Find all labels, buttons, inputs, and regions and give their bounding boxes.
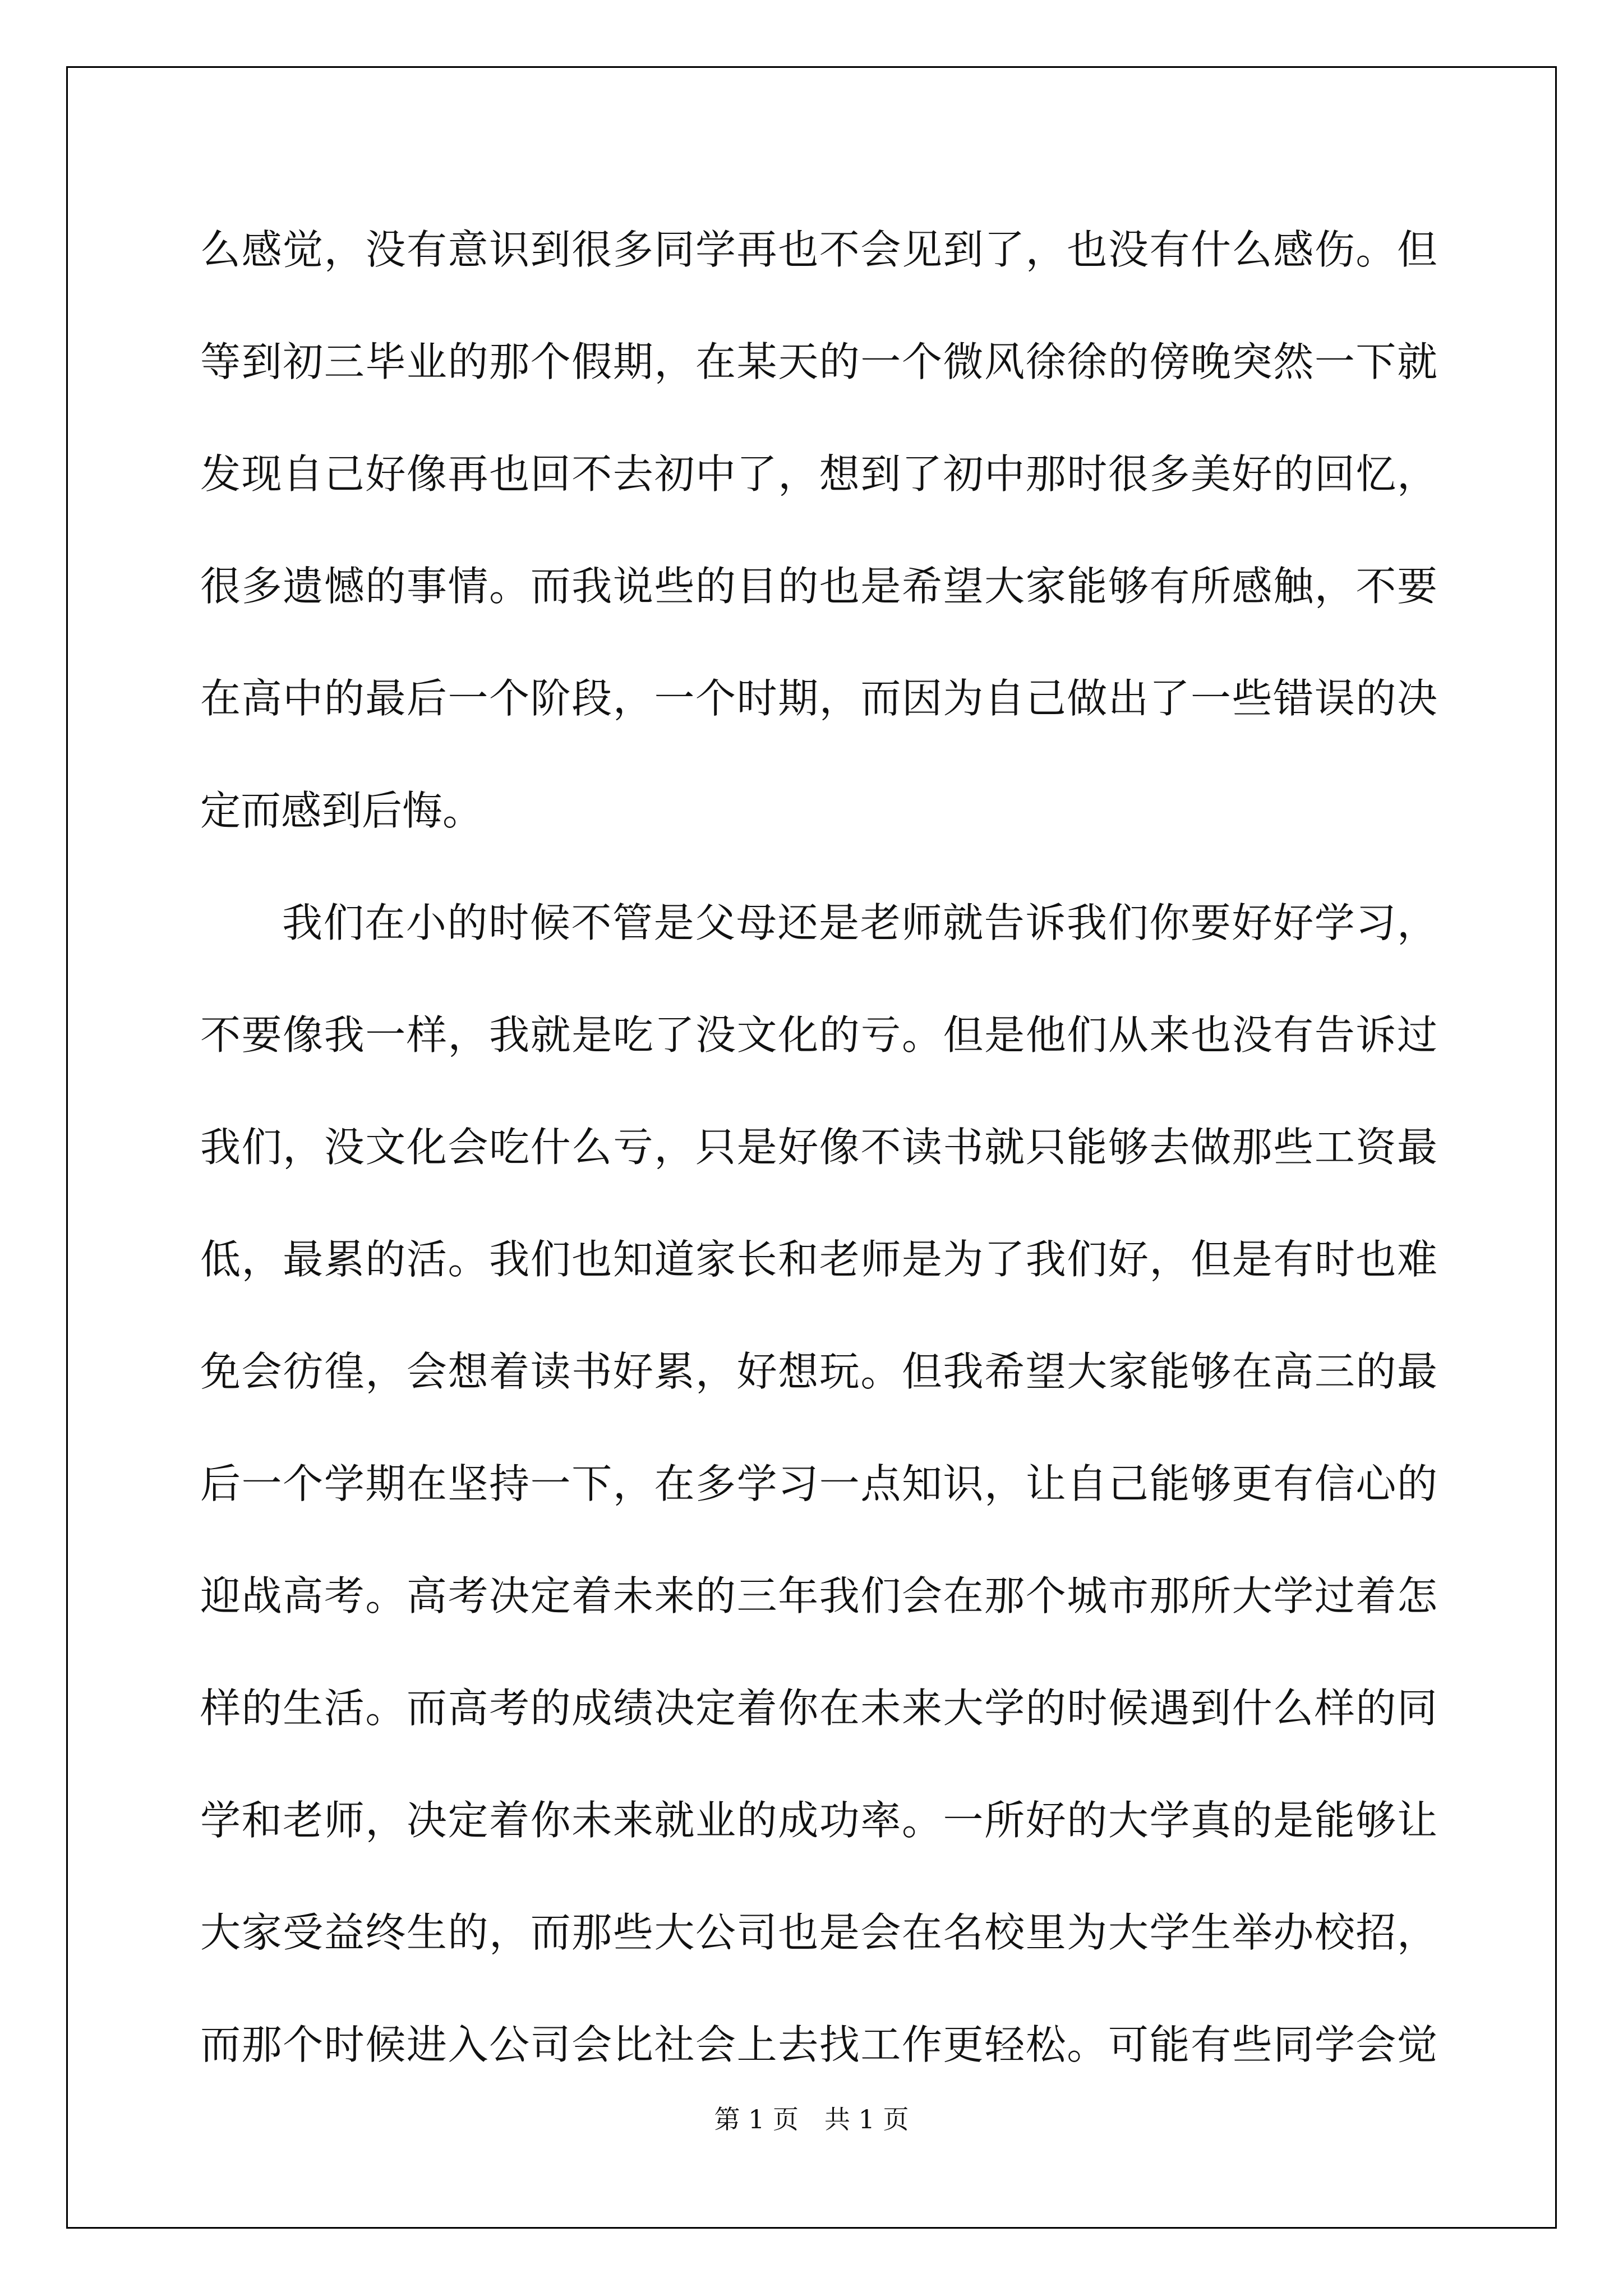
text-line: 在高中的最后一个阶段，一个时期，而因为自己做出了一些错误的决 [200,675,1437,722]
text-line: 不要像我一样，我就是吃了没文化的亏。但是他们从来也没有告诉过 [200,1011,1437,1059]
document-body [200,194,1437,2101]
text-line: 免会彷徨，会想着读书好累，好想玩。但我希望大家能够在高三的最 [200,1348,1437,1395]
text-line: 发现自己好像再也回不去初中了，想到了初中那时很多美好的回忆， [200,450,1437,498]
text-line: 我们在小的时候不管是父母还是老师就告诉我们你要好好学习， [282,899,1437,946]
text-line: 大家受益终生的，而那些大公司也是会在名校里为大学生举办校招， [200,1909,1437,1956]
text-line: 定而感到后悔。 [200,787,483,834]
text-line: 很多遗憾的事情。而我说些的目的也是希望大家能够有所感触，不要 [200,563,1437,610]
text-line: 而那个时候进入公司会比社会上去找工作更轻松。可能有些同学会觉 [200,2021,1437,2068]
text-line: 低，最累的活。我们也知道家长和老师是为了我们好，但是有时也难 [200,1236,1437,1283]
text-line: 样的生活。而高考的成绩决定着你在未来大学的时候遇到什么样的同 [200,1685,1437,1732]
text-line: 我们，没文化会吃什么亏，只是好像不读书就只能够去做那些工资最 [200,1124,1437,1171]
text-line: 么感觉，没有意识到很多同学再也不会见到了，也没有什么感伤。但 [200,226,1437,273]
text-line: 等到初三毕业的那个假期，在某天的一个微风徐徐的傍晚突然一下就 [200,338,1437,385]
text-line: 迎战高考。高考决定着未来的三年我们会在那个城市那所大学过着怎 [200,1572,1437,1619]
text-line: 学和老师，决定着你未来就业的成功率。一所好的大学真的是能够让 [200,1797,1437,1844]
text-line: 后一个学期在坚持一下，在多学习一点知识，让自己能够更有信心的 [200,1460,1437,1507]
page-number-footer: 第 1 页 共 1 页 [714,2104,909,2134]
